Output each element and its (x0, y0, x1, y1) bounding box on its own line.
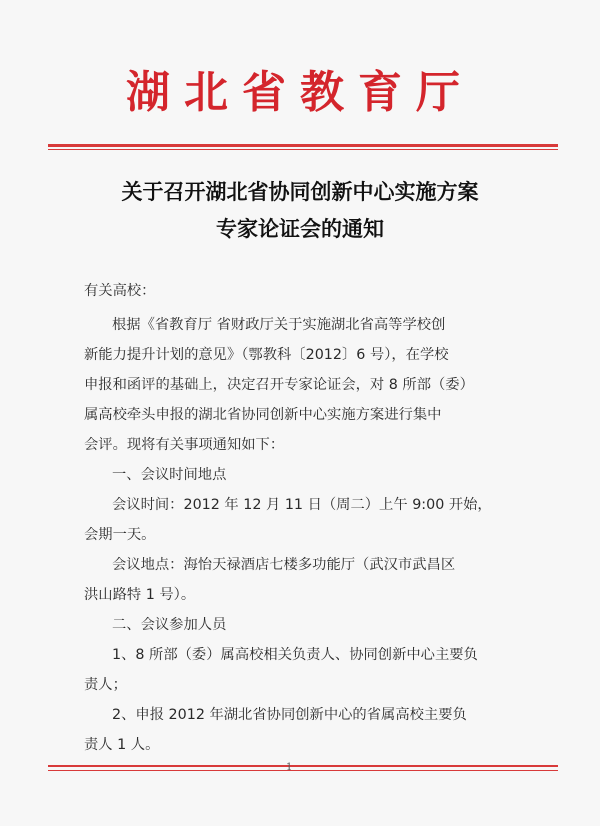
salutation: 有关高校： (84, 283, 156, 299)
paragraph-line: 根据《省教育厅 省财政厅关于实施湖北省高等学校创 (112, 317, 446, 333)
paragraph-line: 会期一天。 (84, 527, 156, 543)
page-number: 1 (286, 762, 293, 773)
paragraph-line: 申报和函评的基础上，决定召开专家论证会，对 8 所部（委） (84, 377, 474, 393)
section-heading: 二、会议参加人员 (112, 617, 227, 633)
paragraph-line: 会评。现将有关事项通知如下： (84, 437, 285, 453)
footer-red-rule-thin (48, 770, 558, 771)
notice-title-line-1: 关于召开湖北省协同创新中心实施方案 (121, 180, 479, 204)
paragraph-line: 会议地点：海怡天禄酒店七楼多功能厅（武汉市武昌区 (112, 557, 456, 573)
notice-title-line-2: 专家论证会的通知 (216, 217, 384, 241)
header-red-rule-thin (48, 149, 558, 150)
paragraph-line: 新能力提升计划的意见》（鄂教科〔2012〕6 号），在学校 (84, 347, 449, 363)
footer-red-rule (48, 765, 558, 767)
paragraph-line: 洪山路特 1 号）。 (84, 587, 196, 603)
paragraph-line: 1、8 所部（委）属高校相关负责人、协同创新中心主要负 (112, 647, 478, 663)
paragraph-line: 责人 1 人。 (84, 737, 160, 753)
paragraph-line: 2、申报 2012 年湖北省协同创新中心的省属高校主要负 (112, 707, 467, 723)
letterhead: 湖北省教育厅 (126, 67, 474, 118)
paragraph-line: 属高校牵头申报的湖北省协同创新中心实施方案进行集中 (84, 407, 442, 423)
section-heading: 一、会议时间地点 (112, 467, 227, 483)
paragraph-line: 会议时间：2012 年 12 月 11 日（周二）上午 9:00 开始， (112, 497, 492, 513)
paragraph-line: 责人； (84, 677, 127, 693)
header-red-rule (48, 144, 558, 147)
